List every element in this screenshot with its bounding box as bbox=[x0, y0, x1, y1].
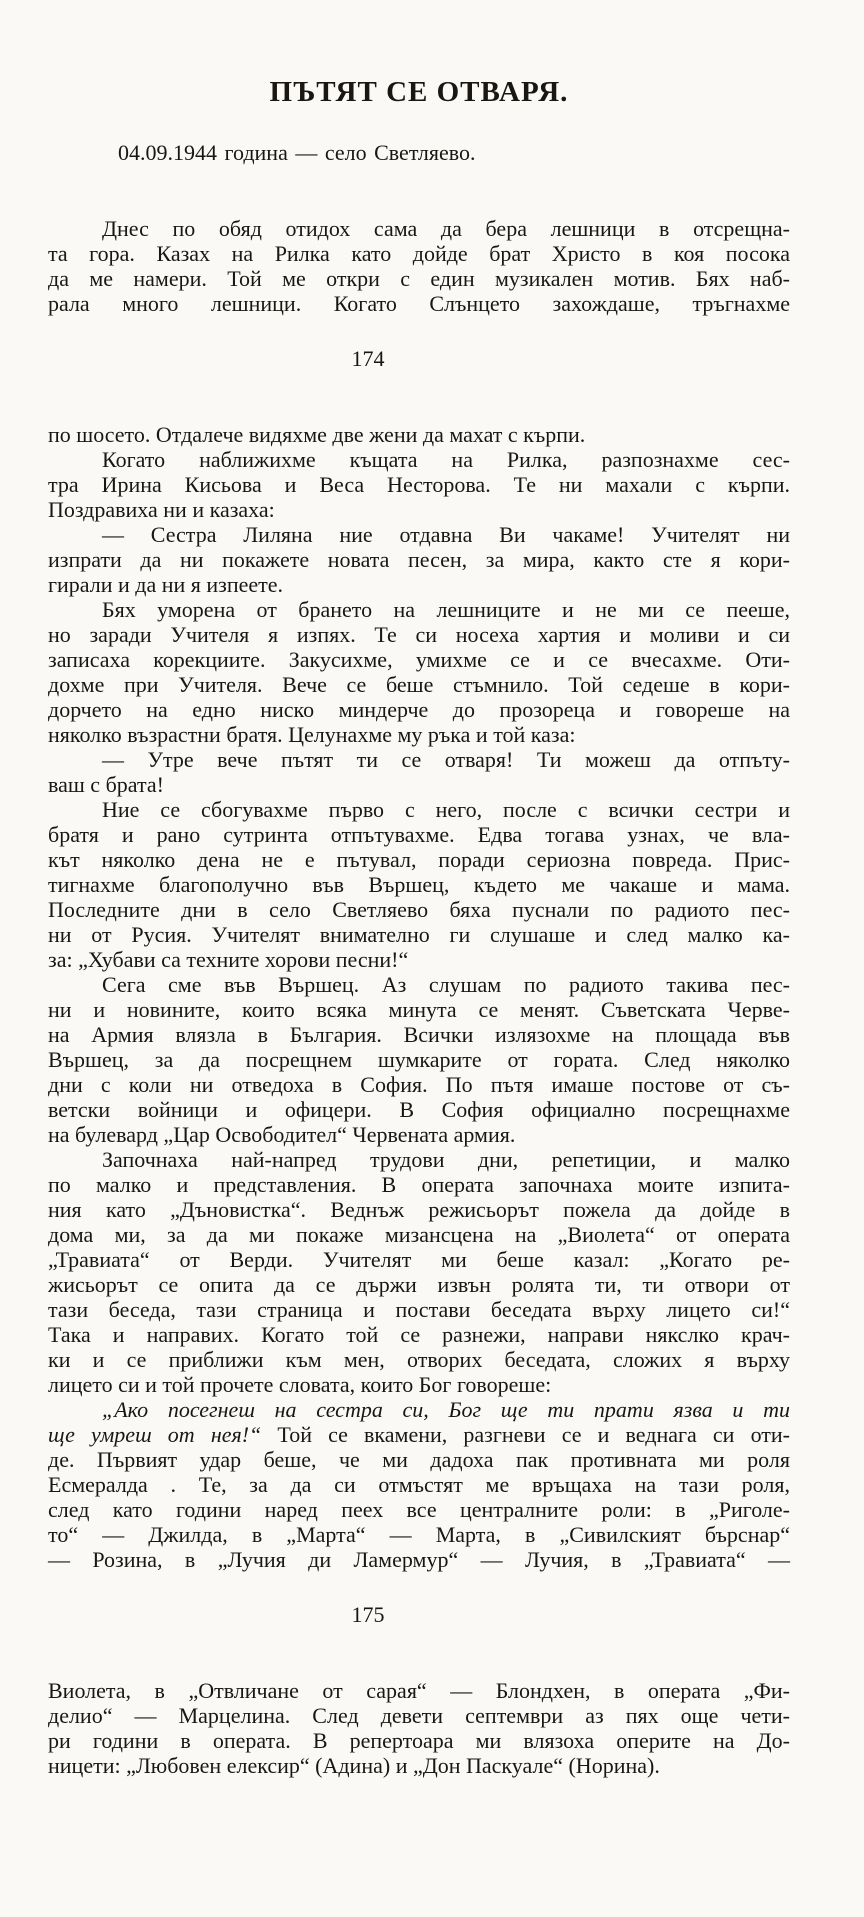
body-blocks bbox=[48, 216, 790, 1778]
page-number: 174 bbox=[351, 346, 385, 371]
text-line: на булевард „Цар Освободител“ Червената армия. bbox=[48, 1122, 516, 1147]
paragraph bbox=[48, 447, 790, 522]
text-line: — Розина, в „Лучия ди Ламермур“ — Лучия, в „Травиата“ — bbox=[48, 1547, 790, 1572]
italic-quote: ще умреш от нея!“ bbox=[48, 1422, 262, 1447]
text-line: братя и рано сутринта отпътувахме. Едва тогава узнах, че вла- bbox=[48, 822, 790, 847]
text-line: Сега сме във Вършец. Аз слушам по радиото такива пес- bbox=[102, 972, 790, 997]
text-line bbox=[48, 1397, 790, 1422]
text-line: кът няколко дена не е пътувал, поради сериозна повреда. Прис- bbox=[48, 847, 790, 872]
text-line: ни и новините, които всяка минута се менят. Съветската Черве- bbox=[48, 997, 790, 1022]
paragraph bbox=[48, 216, 790, 316]
paragraph bbox=[48, 972, 790, 1147]
paragraph bbox=[48, 597, 790, 747]
text-line: няколко възрастни братя. Целунахме му ръка и той каза: bbox=[48, 722, 576, 747]
text-line: ни от Русия. Учителят внимателно ги слушаше и след малко ка- bbox=[48, 922, 790, 947]
text-line: „Травиата“ от Верди. Учителят ми беше казал: „Когато ре- bbox=[48, 1247, 790, 1272]
text-line: лицето си и той прочете словата, които Бог говореше: bbox=[48, 1372, 552, 1397]
text-line: Есмералда . Те, за да си отмъстят ме връщаха на тази роля, bbox=[48, 1472, 790, 1497]
text-line: Виолета, в „Отвличане от сарая“ — Блондхен, в операта „Фи- bbox=[48, 1678, 790, 1703]
text-line: дохме при Учителя. Вече се беше стъмнило. Той седеше в кори- bbox=[48, 672, 790, 697]
text-line: Поздравиха ни и казаха: bbox=[48, 497, 275, 522]
page-number: 175 bbox=[351, 1602, 385, 1627]
text-line: та гора. Казах на Рилка като дойде брат Христо в коя посока bbox=[48, 241, 790, 266]
text-line: дорчето на едно ниско миндерче до прозореца и говореше на bbox=[48, 697, 790, 722]
text-line: Започнаха най-напред трудови дни, репетиции, и малко bbox=[102, 1147, 790, 1172]
text-line: ницети: „Любовен елексир“ (Адина) и „Дон Паскуале“ (Норина). bbox=[48, 1753, 660, 1778]
text-line: Вършец, за да посрещнем шумкарите от гората. След няколко bbox=[48, 1047, 790, 1072]
text-line: тигнахме благополучно във Вършец, където ме чакаше и мама. bbox=[48, 872, 790, 897]
text-line: Когато наближихме къщата на Рилка, разпознахме сес- bbox=[102, 447, 790, 472]
text-line: то“ — Джилда, в „Марта“ — Марта, в „Сивилският бърснар“ bbox=[48, 1522, 790, 1547]
text-line: ки и се приближи към мен, отворих беседата, сложих я върху bbox=[48, 1347, 790, 1372]
text-line: — Утре вече пътят ти се отваря! Ти можеш да отпъту- bbox=[102, 747, 790, 772]
text-line: — Сестра Лиляна ние отдавна Ви чакаме! Учителят ни bbox=[102, 522, 790, 547]
text-line: ваш с брата! bbox=[48, 772, 164, 797]
text-line: Последните дни в село Светляево бяха пуснали по радиото пес- bbox=[48, 897, 790, 922]
text-line: да ме намери. Той ме откри с един музикален мотив. Бях наб- bbox=[48, 266, 790, 291]
paragraph bbox=[48, 422, 790, 447]
text-line: но заради Учителя я изпях. Те си носеха хартия и моливи и си bbox=[48, 622, 790, 647]
text-line: Бях уморена от брането на лешниците и не ми се пееше, bbox=[102, 597, 790, 622]
text-line: ветски войници и офицери. В София официално посрещнахме bbox=[48, 1097, 790, 1122]
text-line: гирали и да ни я изпеете. bbox=[48, 572, 284, 597]
text-line: записаха корекциите. Закусихме, умихме се и се вчесахме. Оти- bbox=[48, 647, 790, 672]
text-line: дома ми, за да ми покаже мизансцена на „Виолета“ от операта bbox=[48, 1222, 790, 1247]
text-line: ния като „Дъновистка“. Веднъж режисьорът пожела да дойде в bbox=[48, 1197, 790, 1222]
text-line: ри години в операта. В репертоара ми влязоха оперите на До- bbox=[48, 1728, 790, 1753]
text-line: тази беседа, тази страница и постави беседата върху лицето си!“ bbox=[48, 1297, 790, 1322]
text-line: за: „Хубави са техните хорови песни!“ bbox=[48, 947, 409, 972]
paragraph bbox=[48, 1147, 790, 1397]
text-line: де. Първият удар беше, че ми дадоха пак противната ми роля bbox=[48, 1447, 790, 1472]
text-line: рала много лешници. Когато Слънцето захождаше, тръгнахме bbox=[48, 291, 790, 316]
text-line: Така и направих. Когато той се разнежи, направи някслко крач- bbox=[48, 1322, 790, 1347]
paragraph bbox=[48, 797, 790, 972]
page-title: ПЪТЯТ СЕ ОТВАРЯ. bbox=[269, 76, 569, 108]
italic-quote: „Ако посегнеш на сестра си, Бог ще ти прати язва и ти bbox=[102, 1397, 790, 1422]
text-line: по шосето. Отдалече видяхме две жени да махат с кърпи. bbox=[48, 422, 586, 447]
paragraph bbox=[48, 1397, 790, 1572]
text-line: дни с коли ни отведоха в София. По пътя имаше постове от съ- bbox=[48, 1072, 790, 1097]
text-line: Днес по обяд отидох сама да бера лешници в отсрещна- bbox=[102, 216, 790, 241]
text-line: тра Ирина Кисьова и Веса Несторова. Те ни махали с кърпи. bbox=[48, 472, 790, 497]
paragraph bbox=[48, 1678, 790, 1778]
text-line bbox=[48, 1422, 790, 1447]
paragraph bbox=[48, 522, 790, 597]
text-line: делио“ — Марцелина. След девети септември аз пях още чети- bbox=[48, 1703, 790, 1728]
text-line: Ние се сбогувахме първо с него, после с всички сестри и bbox=[102, 797, 790, 822]
text-segment: Той се вкамени, разгневи се и веднага си оти- bbox=[261, 1422, 791, 1447]
paragraph bbox=[48, 747, 790, 797]
text-line: изпрати да ни покажете новата песен, за мира, както сте я кори- bbox=[48, 547, 790, 572]
dateline: 04.09.1944 година — село Светляево. bbox=[118, 140, 476, 165]
text-line: жисьорът се опита да се държи извън ролята ти, ти отвори от bbox=[48, 1272, 790, 1297]
text-line: след като години наред пеех все централните роли: в „Риголе- bbox=[48, 1497, 790, 1522]
text-line: по малко и представления. В операта започнаха моите изпита- bbox=[48, 1172, 790, 1197]
text-line: на Армия влязла в България. Всички излязохме на площада във bbox=[48, 1022, 790, 1047]
